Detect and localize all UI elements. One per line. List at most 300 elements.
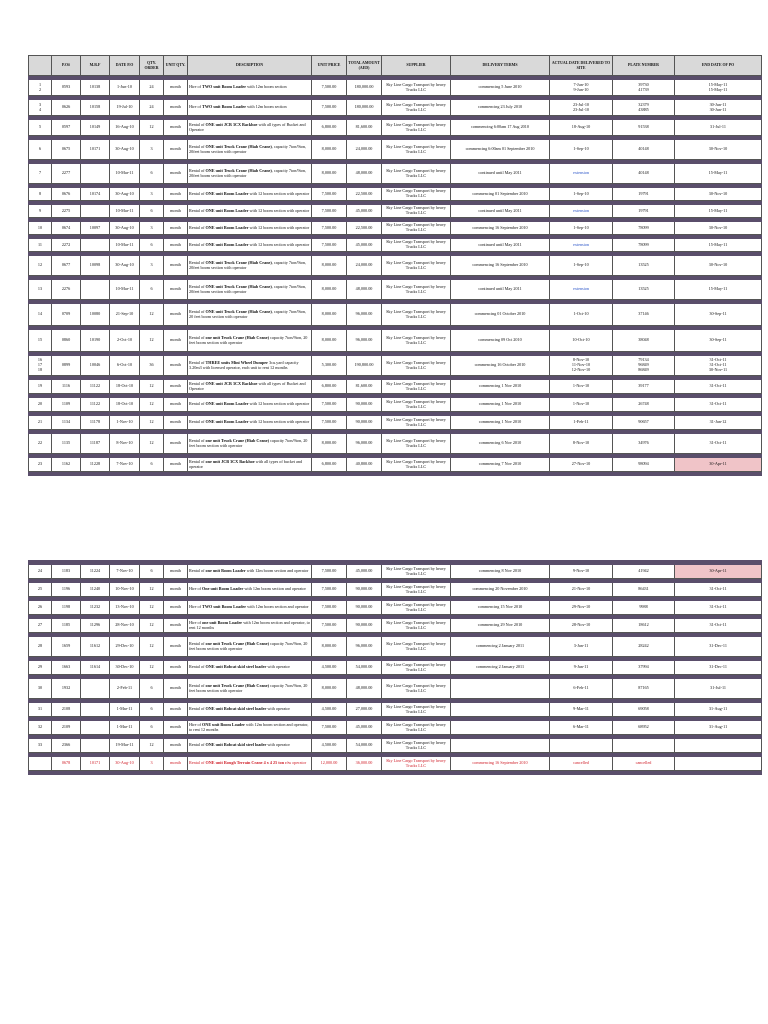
cell-delivery-terms: commencing 2 January 2011 bbox=[451, 661, 550, 675]
cell-serial: 5 bbox=[29, 120, 52, 136]
cell-po-number: 1109 bbox=[52, 398, 81, 412]
description-details: with operator bbox=[266, 742, 290, 748]
cell-total-amount: 48,000.00 bbox=[347, 164, 382, 184]
description-prefix: Rental of bbox=[189, 437, 206, 443]
cell-supplier: Sky Line Cargo Transport by heavy Trucks LLC bbox=[382, 222, 451, 235]
cell-description bbox=[188, 739, 312, 753]
table-row bbox=[29, 757, 762, 771]
description-equipment: ONE unit Boom Loader bbox=[205, 241, 249, 247]
cell-serial: 23 bbox=[29, 458, 52, 472]
description-details: capacity 7ton/9ton, 20 feet boom section with operator bbox=[189, 682, 308, 693]
cell-actual-date: extension bbox=[550, 280, 613, 300]
cell-mrf: 11232 bbox=[81, 601, 110, 615]
cell-serial: 3 4 bbox=[29, 100, 52, 116]
cell-supplier: Sky Line Cargo Transport by heavy Trucks LLC bbox=[382, 458, 451, 472]
cell-total-amount: 54,000.00 bbox=[347, 661, 382, 675]
cell-description bbox=[188, 188, 312, 201]
description-prefix: Rental of bbox=[189, 241, 206, 247]
cell-po-number: 0677 bbox=[52, 256, 81, 276]
description-prefix: Rental of bbox=[189, 742, 206, 748]
description-prefix: Rental of bbox=[189, 121, 206, 127]
cell-plate-number: 98094 bbox=[613, 458, 675, 472]
cell-description bbox=[188, 330, 312, 352]
description-details: with 12 boom section with operator bbox=[248, 419, 310, 425]
cell-po-number: 0860 bbox=[52, 330, 81, 352]
cell-actual-date: 9-Nov-10 bbox=[550, 565, 613, 579]
cell-unit-qty: month bbox=[164, 380, 188, 394]
cell-unit-price: 8,000.00 bbox=[312, 164, 347, 184]
description-prefix: Hire of bbox=[189, 604, 203, 610]
cell-description bbox=[188, 637, 312, 657]
description-details: , capacity 7ton/9ton, 20feet boom section with operator bbox=[189, 283, 306, 294]
cell-supplier: Sky Line Cargo Transport by heavy Trucks LLC bbox=[382, 739, 451, 753]
description-details: with 12 boom section with operator bbox=[248, 190, 310, 196]
cell-po-number: 0675 bbox=[52, 140, 81, 160]
cell-qty-order: 3 bbox=[140, 757, 164, 771]
header-po: P.O# bbox=[52, 56, 81, 76]
cell-unit-price: 7,500.00 bbox=[312, 416, 347, 430]
description-equipment: one unit Truck Crane (Hiab Crane) bbox=[205, 334, 269, 340]
cell-total-amount: 45,000.00 bbox=[347, 565, 382, 579]
cell-qty-order: 6 bbox=[140, 239, 164, 252]
cell-qty-order: 6 bbox=[140, 458, 164, 472]
cell-unit-price: 6,800.00 bbox=[312, 380, 347, 394]
description-prefix: Rental of bbox=[189, 259, 206, 265]
cell-date-po: 30-Aug-10 bbox=[110, 188, 140, 201]
cell-plate-number: 37994 bbox=[613, 661, 675, 675]
cell-unit-qty: month bbox=[164, 205, 188, 218]
cell-mrf: 11187 bbox=[81, 434, 110, 454]
cell-po-number: 2275 bbox=[52, 205, 81, 218]
cell-actual-date: 1-Oct-10 bbox=[550, 304, 613, 326]
cell-mrf: 10080 bbox=[81, 304, 110, 326]
cell-qty-order: 12 bbox=[140, 416, 164, 430]
cell-serial: 8 bbox=[29, 188, 52, 201]
description-details: , capacity 7ton/9ton, 20feet boom section with operator bbox=[189, 259, 306, 270]
cell-mrf: 10097 bbox=[81, 222, 110, 235]
cell-end-date: 30-Sep-11 bbox=[675, 304, 762, 326]
cell-actual-date: 9-Mar-11 bbox=[550, 703, 613, 717]
cell-description bbox=[188, 703, 312, 717]
cell-serial: 9 bbox=[29, 205, 52, 218]
cell-actual-date: 7-Jun-10 9-Jun-10 bbox=[550, 80, 613, 96]
cell-qty-order: 3 bbox=[140, 188, 164, 201]
cell-mrf bbox=[81, 679, 110, 699]
cell-date-po: 13-Nov-10 bbox=[110, 601, 140, 615]
description-equipment: ONE unit Boom Loader bbox=[205, 190, 249, 196]
cell-plate-number: 41942 bbox=[613, 565, 675, 579]
cell-total-amount: 36,000.00 bbox=[347, 757, 382, 771]
cell-actual-date: 1-Sep-10 bbox=[550, 222, 613, 235]
description-prefix: Rental of bbox=[189, 568, 206, 574]
cell-mrf bbox=[81, 205, 110, 218]
cell-unit-price: 7,500.00 bbox=[312, 619, 347, 633]
cell-unit-price: 7,500.00 bbox=[312, 721, 347, 735]
cell-mrf: 11240 bbox=[81, 583, 110, 597]
header-date-po: DATE P.O bbox=[110, 56, 140, 76]
description-details: with 12 boom section with operator bbox=[248, 401, 310, 407]
description-equipment: ONE unit Bobcat skid steel loader bbox=[205, 742, 267, 748]
cell-unit-price: 7,500.00 bbox=[312, 205, 347, 218]
cell-mrf: 11122 bbox=[81, 398, 110, 412]
description-details: with 12 boom section with operator bbox=[248, 241, 310, 247]
table-row bbox=[29, 398, 762, 412]
cell-total-amount: 90,000.00 bbox=[347, 619, 382, 633]
cell-unit-price: 8,000.00 bbox=[312, 330, 347, 352]
cell-supplier: Sky Line Cargo Transport by heavy Trucks LLC bbox=[382, 80, 451, 96]
cell-date-po: 19-Mar-11 bbox=[110, 739, 140, 753]
description-prefix: Rental of bbox=[189, 359, 206, 365]
cell-po-number: 0678 bbox=[52, 757, 81, 771]
description-prefix: Rental of bbox=[189, 682, 206, 688]
cell-supplier: Sky Line Cargo Transport by heavy Trucks LLC bbox=[382, 100, 451, 116]
cell-po-number: 1135 bbox=[52, 434, 81, 454]
cell-end-date: 15-May-11 15-May-11 bbox=[675, 80, 762, 96]
cell-mrf: 10171 bbox=[81, 757, 110, 771]
description-details: with 12m boom section bbox=[246, 104, 287, 110]
cell-po-number: 2109 bbox=[52, 721, 81, 735]
cell-supplier: Sky Line Cargo Transport by heavy Trucks LLC bbox=[382, 356, 451, 376]
cell-unit-price: 7,500.00 bbox=[312, 222, 347, 235]
table-row bbox=[29, 304, 762, 326]
cell-date-po: 10-Mar-11 bbox=[110, 239, 140, 252]
cell-serial: 24 bbox=[29, 565, 52, 579]
cell-plate-number: 87165 bbox=[613, 679, 675, 699]
description-equipment: TWO unit Boom Loader bbox=[202, 84, 247, 90]
description-prefix: Rental of bbox=[189, 458, 206, 464]
cell-po-number: 2277 bbox=[52, 164, 81, 184]
cell-mrf: 11228 bbox=[81, 458, 110, 472]
table-row bbox=[29, 703, 762, 717]
cell-qty-order: 12 bbox=[140, 619, 164, 633]
cell-po-number: 1162 bbox=[52, 458, 81, 472]
description-equipment: ONE unit JCB 3CX Backhoe bbox=[205, 380, 258, 386]
description-details: with all types of Bucket and Operator bbox=[189, 380, 306, 391]
cell-end-date: 30-Jun-11 30-Jun-11 bbox=[675, 100, 762, 116]
cell-description bbox=[188, 434, 312, 454]
cell-serial: 10 bbox=[29, 222, 52, 235]
cell-actual-date: 6-Mar-11 bbox=[550, 721, 613, 735]
cell-mrf bbox=[81, 239, 110, 252]
description-prefix: Hire of bbox=[189, 84, 203, 90]
cell-total-amount: 90,000.00 bbox=[347, 583, 382, 597]
cell-plate-number: 40148 bbox=[613, 140, 675, 160]
cell-plate-number: 68952 bbox=[613, 721, 675, 735]
cell-plate-number: 19791 bbox=[613, 188, 675, 201]
table-row bbox=[29, 80, 762, 96]
cell-description bbox=[188, 398, 312, 412]
cell-mrf: 10046 bbox=[81, 356, 110, 376]
description-equipment: ONE unit Boom Loader bbox=[205, 419, 249, 425]
description-equipment: one unit JCB 3CX Backhoe bbox=[205, 458, 255, 464]
cell-mrf: 11612 bbox=[81, 637, 110, 657]
cell-description bbox=[188, 583, 312, 597]
header-qty-order: QTY. ORDER bbox=[140, 56, 164, 76]
cell-unit-qty: month bbox=[164, 458, 188, 472]
cell-total-amount: 45,000.00 bbox=[347, 239, 382, 252]
cell-serial: 1 2 bbox=[29, 80, 52, 96]
cell-qty-order: 12 bbox=[140, 661, 164, 675]
cell-delivery-terms: commencing 23 July 2010 bbox=[451, 100, 550, 116]
cell-unit-qty: month bbox=[164, 739, 188, 753]
header-sn bbox=[29, 56, 52, 76]
description-prefix: Rental of bbox=[189, 419, 206, 425]
cell-delivery-terms: commencing 1 Nov 2010 bbox=[451, 380, 550, 394]
cell-unit-price: 7,500.00 bbox=[312, 565, 347, 579]
cell-total-amount: 45,000.00 bbox=[347, 205, 382, 218]
cell-unit-price: 8,000.00 bbox=[312, 434, 347, 454]
cell-delivery-terms bbox=[451, 679, 550, 699]
cell-po-number: 1185 bbox=[52, 619, 81, 633]
description-equipment: ONE unit JCB 3CX Backhoe bbox=[205, 121, 258, 127]
description-equipment: ONE unit Truck Crane (Hiab Crane) bbox=[205, 283, 272, 289]
cell-end-date: 31-Aug-11 bbox=[675, 703, 762, 717]
cell-delivery-terms: commencing 2 January 2011 bbox=[451, 637, 550, 657]
cell-actual-date: 1-Sep-10 bbox=[550, 188, 613, 201]
cell-description bbox=[188, 164, 312, 184]
cell-serial: 13 bbox=[29, 280, 52, 300]
table-row bbox=[29, 356, 762, 376]
cell-po-number: 2272 bbox=[52, 239, 81, 252]
cell-delivery-terms: continued until May 2011 bbox=[451, 239, 550, 252]
header-actual-date: ACTUAL DATE DELIVERED TO SITE bbox=[550, 56, 613, 76]
cell-total-amount: 180,000.00 bbox=[347, 80, 382, 96]
cell-delivery-terms: continued until May 2011 bbox=[451, 280, 550, 300]
cell-total-amount: 24,000.00 bbox=[347, 256, 382, 276]
cell-serial: 25 bbox=[29, 583, 52, 597]
cell-supplier: Sky Line Cargo Transport by heavy Trucks LLC bbox=[382, 304, 451, 326]
cell-end-date: 30-Nov-10 bbox=[675, 222, 762, 235]
cell-supplier: Sky Line Cargo Transport by heavy Trucks LLC bbox=[382, 239, 451, 252]
cell-mrf bbox=[81, 739, 110, 753]
description-prefix: Rental of bbox=[189, 143, 206, 149]
cell-delivery-terms: commencing 6:00am 17 Aug 2010 bbox=[451, 120, 550, 136]
cell-delivery-terms: commencing 16 September 2010 bbox=[451, 222, 550, 235]
table-row bbox=[29, 256, 762, 276]
cell-unit-qty: month bbox=[164, 703, 188, 717]
po-table-page-1 bbox=[28, 55, 762, 476]
cell-description bbox=[188, 619, 312, 633]
description-equipment: One unit Boom Loader bbox=[202, 586, 244, 592]
cell-unit-qty: month bbox=[164, 100, 188, 116]
table-row bbox=[29, 239, 762, 252]
cell-unit-qty: month bbox=[164, 120, 188, 136]
cell-po-number: 1183 bbox=[52, 565, 81, 579]
cell-unit-qty: month bbox=[164, 416, 188, 430]
cell-mrf: 11122 bbox=[81, 380, 110, 394]
cell-date-po: 7-Nov-10 bbox=[110, 458, 140, 472]
cell-actual-date bbox=[550, 739, 613, 753]
description-prefix: Rental of bbox=[189, 380, 206, 386]
cell-qty-order: 12 bbox=[140, 120, 164, 136]
cell-unit-price: 4,500.00 bbox=[312, 739, 347, 753]
header-mrf: M.R.F bbox=[81, 56, 110, 76]
cell-plate-number: 86431 bbox=[613, 583, 675, 597]
cell-qty-order: 12 bbox=[140, 304, 164, 326]
description-details: with operator bbox=[266, 706, 290, 712]
description-prefix: Rental of bbox=[189, 401, 206, 407]
table-row bbox=[29, 416, 762, 430]
cell-unit-price: 5,300.00 bbox=[312, 356, 347, 376]
description-details: with all types of Bucket and Operator bbox=[189, 121, 306, 132]
description-equipment: ONE unit Rough Terrain Crane 4 x 4 25 ton c/w bbox=[205, 760, 292, 766]
cell-po-number: 0626 bbox=[52, 100, 81, 116]
cell-unit-qty: month bbox=[164, 280, 188, 300]
description-equipment: ONE unit Truck Crane (Hiab Crane) bbox=[205, 143, 272, 149]
cell-qty-order: 3 bbox=[140, 222, 164, 235]
cell-serial: 7 bbox=[29, 164, 52, 184]
cell-qty-order: 6 bbox=[140, 703, 164, 717]
description-details: capacity 7ton/9ton, 20 feet boom section with operator bbox=[189, 437, 308, 448]
description-details: with operator bbox=[266, 664, 290, 670]
cell-serial: 21 bbox=[29, 416, 52, 430]
cell-unit-price: 4,500.00 bbox=[312, 661, 347, 675]
table-row bbox=[29, 565, 762, 579]
cell-actual-date: 8-Nov-10 bbox=[550, 434, 613, 454]
cell-description bbox=[188, 380, 312, 394]
cell-mrf: 10138 bbox=[81, 80, 110, 96]
cell-date-po: 6-Oct-10 bbox=[110, 356, 140, 376]
description-details: , capacity 7ton/9ton, 20 feet boom section with operator bbox=[189, 308, 306, 319]
cell-unit-qty: month bbox=[164, 239, 188, 252]
cell-unit-price: 7,500.00 bbox=[312, 188, 347, 201]
table-row bbox=[29, 637, 762, 657]
header-end-date: END DATE OF PO bbox=[675, 56, 762, 76]
cell-date-po: 8-Nov-10 bbox=[110, 434, 140, 454]
cell-delivery-terms: commencing 1 Nov 2010 bbox=[451, 416, 550, 430]
cell-description bbox=[188, 239, 312, 252]
description-prefix: Hire of bbox=[189, 586, 203, 592]
cell-plate-number: 38048 bbox=[613, 330, 675, 352]
cell-qty-order: 12 bbox=[140, 601, 164, 615]
cell-actual-date: extension bbox=[550, 205, 613, 218]
cell-end-date bbox=[675, 757, 762, 771]
cell-mrf bbox=[81, 703, 110, 717]
table-row bbox=[29, 619, 762, 633]
cell-date-po: 2-Feb-11 bbox=[110, 679, 140, 699]
cell-date-po: 1-Mar-11 bbox=[110, 721, 140, 735]
description-equipment: THREE units Mini Wheel Dumper bbox=[205, 359, 269, 365]
cell-qty-order: 12 bbox=[140, 398, 164, 412]
cell-qty-order: 6 bbox=[140, 205, 164, 218]
cell-delivery-terms: commencing 09 Oct 2010 bbox=[451, 330, 550, 352]
table-row bbox=[29, 164, 762, 184]
cell-end-date: 31-Oct-11 bbox=[675, 583, 762, 597]
cell-po-number: 2108 bbox=[52, 703, 81, 717]
cell-end-date: 30-Apr-11 bbox=[675, 458, 762, 472]
cell-date-po: 1-Nov-10 bbox=[110, 416, 140, 430]
cell-plate-number: 13525 bbox=[613, 256, 675, 276]
cell-description bbox=[188, 601, 312, 615]
cell-unit-qty: month bbox=[164, 188, 188, 201]
cell-serial: 31 bbox=[29, 703, 52, 717]
cell-total-amount: 96,000.00 bbox=[347, 434, 382, 454]
cell-date-po: 18-Oct-10 bbox=[110, 398, 140, 412]
cell-plate-number: 18612 bbox=[613, 619, 675, 633]
description-details: , capacity 7ton/9ton, 20feet boom section with operator bbox=[189, 167, 306, 178]
cell-unit-qty: month bbox=[164, 601, 188, 615]
cell-date-po: 30-Aug-10 bbox=[110, 256, 140, 276]
table-row bbox=[29, 721, 762, 735]
cell-delivery-terms: commencing 16 October 2010 bbox=[451, 356, 550, 376]
cell-date-po: 28-Nov-10 bbox=[110, 619, 140, 633]
cell-unit-price: 8,000.00 bbox=[312, 140, 347, 160]
cell-date-po: 2-Oct-10 bbox=[110, 330, 140, 352]
description-equipment: ONE unit Boom Loader bbox=[205, 401, 249, 407]
cell-mrf: 11296 bbox=[81, 619, 110, 633]
cell-plate-number bbox=[613, 739, 675, 753]
cell-unit-price: 8,000.00 bbox=[312, 679, 347, 699]
cell-supplier: Sky Line Cargo Transport by heavy Trucks LLC bbox=[382, 398, 451, 412]
cell-date-po: 1-Jun-10 bbox=[110, 80, 140, 96]
table-row bbox=[29, 661, 762, 675]
table-row bbox=[29, 739, 762, 753]
po-table-body-page-1 bbox=[29, 76, 762, 476]
description-details: with 12 boom section with operator bbox=[248, 207, 310, 213]
cell-total-amount: 96,000.00 bbox=[347, 304, 382, 326]
description-equipment: one unit Truck Crane (Hiab Crane) bbox=[205, 682, 269, 688]
cell-unit-qty: month bbox=[164, 434, 188, 454]
cell-po-number: 2276 bbox=[52, 280, 81, 300]
cell-date-po: 10-Mar-11 bbox=[110, 280, 140, 300]
cell-delivery-terms: commencing 6 Nov 2010 bbox=[451, 434, 550, 454]
cell-po-number: 0674 bbox=[52, 222, 81, 235]
cell-unit-qty: month bbox=[164, 304, 188, 326]
description-equipment: ONE unit Truck Crane (Hiab Crane) bbox=[205, 167, 272, 173]
cell-unit-price: 8,000.00 bbox=[312, 304, 347, 326]
description-details: with 12m boom section bbox=[246, 84, 287, 90]
table-row bbox=[29, 120, 762, 136]
cell-total-amount: 81,600.00 bbox=[347, 380, 382, 394]
cell-end-date: 15-May-11 bbox=[675, 164, 762, 184]
cell-plate-number: 78099 bbox=[613, 222, 675, 235]
cell-po-number: 1116 bbox=[52, 380, 81, 394]
cell-serial: 19 bbox=[29, 380, 52, 394]
cell-serial: 28 bbox=[29, 637, 52, 657]
cell-qty-order: 3 bbox=[140, 256, 164, 276]
cell-plate-number: 9988 bbox=[613, 601, 675, 615]
cell-plate-number: 39730 41739 bbox=[613, 80, 675, 96]
table-row bbox=[29, 280, 762, 300]
cell-supplier: Sky Line Cargo Transport by heavy Trucks LLC bbox=[382, 434, 451, 454]
cell-description bbox=[188, 565, 312, 579]
cell-end-date: 31-Jul-11 bbox=[675, 120, 762, 136]
cell-end-date: 31-Dec-11 bbox=[675, 637, 762, 657]
table-row bbox=[29, 679, 762, 699]
cell-actual-date: 28-Nov-10 bbox=[550, 619, 613, 633]
description-details: with 12m boom section and operator, to rent 12 months bbox=[189, 721, 309, 732]
cell-qty-order: 12 bbox=[140, 380, 164, 394]
cell-qty-order: 12 bbox=[140, 434, 164, 454]
cell-unit-qty: month bbox=[164, 721, 188, 735]
cell-plate-number: 90657 bbox=[613, 416, 675, 430]
cell-unit-qty: month bbox=[164, 757, 188, 771]
cell-unit-qty: month bbox=[164, 398, 188, 412]
header-row bbox=[29, 56, 762, 76]
cell-mrf: 10158 bbox=[81, 100, 110, 116]
cell-serial: 29 bbox=[29, 661, 52, 675]
cell-date-po: 10-Nov-10 bbox=[110, 583, 140, 597]
cell-unit-qty: month bbox=[164, 565, 188, 579]
cell-date-po: 7-Nov-10 bbox=[110, 565, 140, 579]
cell-supplier: Sky Line Cargo Transport by heavy Trucks LLC bbox=[382, 205, 451, 218]
cell-total-amount: 22,500.00 bbox=[347, 222, 382, 235]
cell-description bbox=[188, 356, 312, 376]
cell-mrf bbox=[81, 164, 110, 184]
cell-plate-number: cancelled bbox=[613, 757, 675, 771]
table-row bbox=[29, 100, 762, 116]
cell-unit-qty: month bbox=[164, 256, 188, 276]
